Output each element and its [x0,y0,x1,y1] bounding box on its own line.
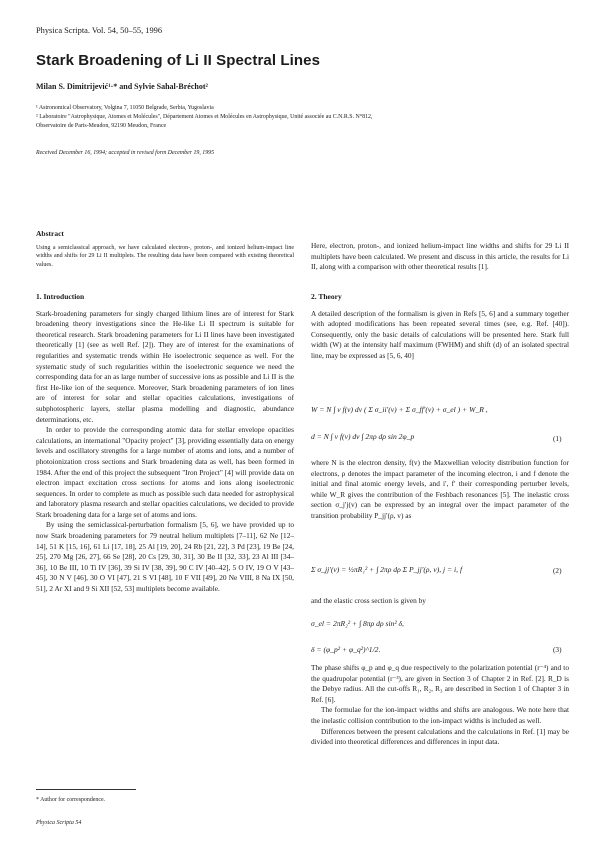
equation-number-3: (3) [553,645,562,654]
equation-elastic: σ_el = 2πR₂² + ∫ 8πρ dρ sin² δ, [311,619,404,628]
abstract-block [36,229,294,269]
intro-paragraph-2: In order to provide the corresponding atomic data for stellar envelope opacities calculations, an international "Opacity project" [3], providing essentially data on energy levels and oscillatory strengths for a large number of atoms and ions, and a number of photoionization cross sections and Stark broadening data as well, has been formed in 1984. After the end of this project the subsequent "Iron Project" [4] will provide data on electron impact excitation cross sections for atoms and ions along isoelectronic sequences. In order to complete as much as possible such data needed for astrophysical and laboratory plasma research and stellar opacities calculations, we decided to provide Stark broadening data for a large set of atoms and ions. [36,425,294,519]
affiliation-1: ¹ Astronomical Observatory, Volgina 7, 11050 Belgrade, Serbia, Yugoslavia [36,105,214,111]
theory-paragraphs-rest [311,663,569,748]
affiliation-2: ² Laboratoire "Astrophysique, Atomes et Molécules", Département Atomes et Molécules en Astrophysique, Unité associée au C.N.R.S. N°812, [36,114,373,120]
section-introduction [36,292,294,595]
introduction-heading: 1. Introduction [36,292,85,301]
equation-number-1: (1) [553,434,562,443]
intro-paragraph-1: Stark-broadening parameters for singly charged lithium lines are of interest for Stark broadening theory investigations since the He-like Li II spectrum is suitable for theoretical research. Stark broadening parameters for Li II lines have been investigated theoretically [1] (see as well Ref. [2]). They are of interest for the examinations of regularities and systematic trends within He isoelectronic sequence as well. For the systematic study of such regularities within the isoelectronic sequence we need the corresponding data for an as large number of successive ions as possible and Li II is the first He-like ion of the sequence. Moreover, Stark broadening parameters of ion lines are of interest for solar and stellar opacities calculations, investigations of subphotospheric layers, stellar plasma modelling and diagnostic, abundance determinations, etc. [36,308,294,424]
theory-paragraph-5: The formulae for the ion-impact widths and shifts are analogous. We note here that the inelastic collision contribution to the ion-impact widths is included as well. [311,705,569,725]
affiliation-2-cont: Observatoire de Paris-Meudon, 92190 Meudon, France [36,123,167,129]
paper-title: Stark Broadening of Li II Spectral Lines [36,52,321,69]
theory-paragraph-3: and the elastic cross section is given by [311,596,426,605]
equation-number-2: (2) [553,566,562,575]
intro-paragraph-3: By using the semiclassical-perturbation formalism [5, 6], we have provided up to now Stark broadening parameters for 79 neutral helium multiplets [7–11], 62 Ne [12–14], 51 K [15, 16], 61 Li [17, 18], 25 Al [19, 20], 24 Rb [21, 22], 3 Pd [23], 19 Be [24, 25], 270 Mg [26, 27], 66 Se [28], 20 Cs [29, 30, 31], 30 Be II [32, 33], 23 Al III [34–36], 10 Be III, 10 Ti IV [36], 39 Si IV [38, 39], 90 C IV [40–42], 5 O IV, 19 O V [43–45], 30 N V [46], 30 O VI [47], 21 S VI [48], 10 F VII [49], 20 Ne VIII, 8 Na IX [50, 51], 2 Ar XI and 9 Si XII [52, 53] multiplets become available. [36,520,294,594]
abstract-heading: Abstract [36,229,64,238]
theory-paragraph-4: The phase shifts φ_p and φ_q due respectively to the polarization potential (r⁻⁴) and to the quadrupolar potential (r⁻³), are given in Section 3 of Chapter 2 in Ref. [2]. R_D is the Debye radius. All the cut-offs R₁, R₂, R₃ are described in Section 1 of Chapter 3 in Ref. [6]. [311,663,569,704]
equation-width: W = N ∫ v f(v) dv ( Σ σ_ii′(v) + Σ σ_ff′(v) + σ_el ) + W_R , [311,405,488,414]
equation-shift: d = N ∫ v f(v) dv ∫ 2πρ dρ sin 2φ_p [311,432,415,441]
received-dates: Received December 16, 1994; accepted in revised form December 19, 1995 [36,150,215,156]
author-list: Milan S. Dimitrijević¹·* and Sylvie Sahal-Bréchot² [36,82,208,91]
theory-heading: 2. Theory [311,292,342,301]
theory-paragraph-6: Differences between the present calculations and the calculations in Ref. [1] may be divided into theoretical differences and differences in input data. [311,726,569,747]
footnote-rule [36,789,136,790]
abstract-text: Using a semiclassical approach, we have calculated electron-, proton-, and ionized helium-impact line widths and shifts for 29 Li II multiplets. The resulting data have been compared with existing theoretical values. [36,244,294,268]
equation-phase: δ = (φ_p² + φ_q²)^1/2. [311,645,381,654]
theory-paragraph-2: where N is the electron density, f(v) the Maxwellian velocity distribution function for electrons, ρ denotes the impact parameter of the incoming electron, i and f denote the initial and final atomic energy levels, and i′, f′ their corresponding perturber levels, while W_R gives the contribution of the Feshbach resonances [5]. The inelastic cross section σ_j′j(v) can be expressed by an integral over the impact parameter of the transition probability P_jj′(ρ, v) as [311,458,569,520]
page-footer: Physica Scripta 54 [36,820,82,826]
footnote: * Author for correspondence. [36,797,106,803]
equation-inelastic: Σ σ_jj′(v) = ½πR₁² + ∫ 2πρ dρ Σ P_jj′(ρ, v), j = i, f [311,565,463,574]
right-intro-paragraph: Here, electron, proton-, and ionized helium-impact line widths and shifts for 29 Li II multiplets have been calculated. We present and discuss in this article, the results for Li II, along with a comparison with other theoretical results [1]. [311,241,569,272]
section-theory [311,292,569,362]
theory-paragraph-1: A detailed description of the formalism is given in Refs [5, 6] and a summary together with adopted modifications has been repeated several times (see, e.g. Ref. [40]). Consequently, only the basic details of calculations will be presented here. Stark full width (W) at the intensity half maximum (FWHM) and shift (d) of an isolated spectral line, may be expressed as [5, 6, 40] [311,308,569,360]
journal-citation: Physica Scripta. Vol. 54, 50–55, 1996 [36,26,163,35]
